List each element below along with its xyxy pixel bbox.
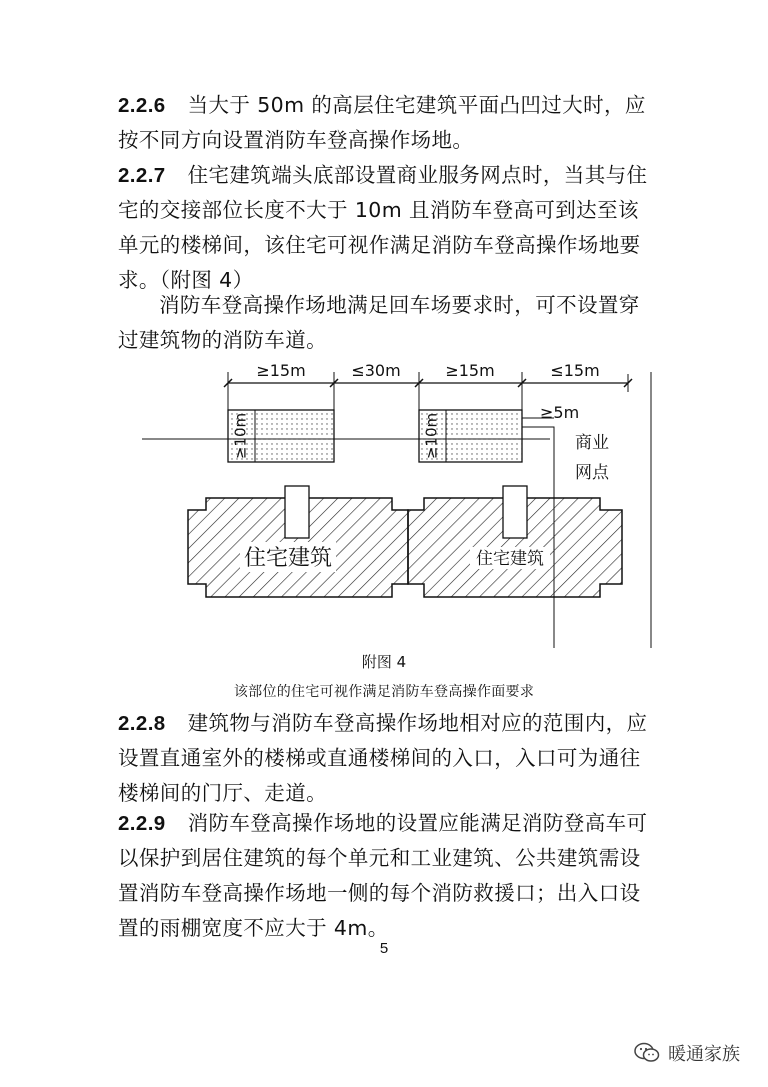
dim-label-top-4: ≤15m [550, 361, 600, 380]
shop-label-line-2: 网点 [575, 463, 609, 483]
paragraph-text: 消防车登高操作场地满足回车场要求时，可不设置穿过建筑物的消防车道。 [118, 293, 640, 352]
section-text: 消防车登高操作场地的设置应能满足消防登高车可以保护到居住建筑的每个单元和工业建筑、公共建筑需设置消防车登高操作场地一侧的每个消防救援口；出入口设置的雨棚宽度不应大于 4m。 [118, 811, 648, 940]
wechat-icon [634, 1042, 660, 1064]
building-label-2: 住宅建筑 [476, 549, 544, 569]
section-text: 当大于 50m 的高层住宅建筑平面凸凹过大时，应按不同方向设置消防车登高操作场地。 [118, 93, 646, 152]
section-text: 住宅建筑端头底部设置商业服务网点时，当其与住宅的交接部位长度不大于 10m 且消防车登高可到达至该单元的楼梯间，该住宅可视作满足消防车登高操作场地要求。（附图 4） [118, 163, 648, 292]
stair-core-2 [503, 486, 527, 538]
paragraph-no-through-road [118, 288, 658, 358]
figure-note: 该部位的住宅可视作满足消防车登高操作面要求 [233, 684, 535, 700]
section-number: 2.2.7 [118, 164, 166, 187]
dim-label-top-2: ≤30m [351, 361, 401, 380]
section-number: 2.2.6 [118, 94, 166, 117]
page-number: 5 [379, 940, 389, 957]
dim-label-side-2: ≥10m [422, 412, 441, 460]
section-number: 2.2.9 [118, 812, 166, 835]
watermark-text: 暖通家族 [668, 1044, 740, 1065]
watermark [634, 1040, 740, 1066]
section-2-2-6 [118, 88, 658, 158]
figure-caption: 附图 4 [361, 653, 407, 671]
figure-4-diagram [130, 352, 666, 648]
section-number: 2.2.8 [118, 712, 166, 735]
dim-label-gap: ≥5m [540, 403, 580, 422]
stair-core-1 [285, 486, 309, 538]
section-text: 建筑物与消防车登高操作场地相对应的范围内，应设置直通室外的楼梯或直通楼梯间的入口，入口可为通往楼梯间的门厅、走道。 [118, 711, 648, 805]
dim-label-top-3: ≥15m [445, 361, 495, 380]
building-label-1: 住宅建筑 [243, 546, 333, 571]
section-2-2-8 [118, 706, 658, 811]
dim-label-side-1: ≥10m [231, 412, 250, 460]
section-2-2-7 [118, 158, 658, 298]
section-2-2-9 [118, 806, 658, 946]
shop-label-line-1: 商业 [575, 433, 609, 453]
dim-label-top-1: ≥15m [256, 361, 306, 380]
